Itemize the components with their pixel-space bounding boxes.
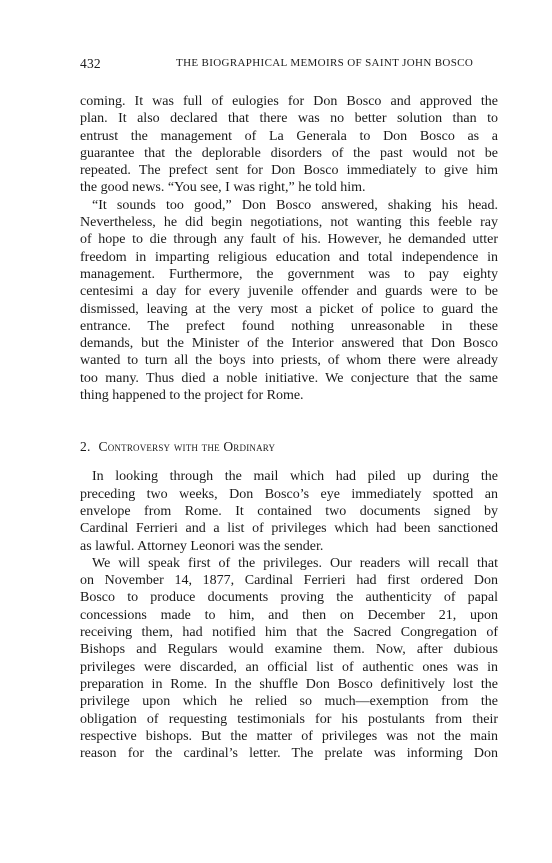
text-line: In looking through the mail which had piled up during the (92, 469, 498, 485)
paragraph-2 (80, 197, 498, 405)
text-line: privilege upon which he relied so much—exemption from the (80, 694, 498, 710)
text-line: respective bishops. But the matter of privileges was not the main (80, 728, 498, 744)
text-line: obligation of requesting testimonials for his postulants from their (80, 711, 498, 727)
section-title: Controversy with the Ordinary (98, 439, 276, 455)
text-line: wanted to turn all the boys into priests, of whom there were already (80, 353, 498, 369)
text-line: plan. It also declared that there was no better solution than to (80, 111, 498, 127)
text-line: Bishops and Regulars would examine them. Now, after dubious (80, 642, 498, 658)
text-line: reason for the cardinal’s letter. The prelate was informing Don (80, 746, 498, 762)
text-line: demands, but the Minister of the Interior answered that Don Bosco (80, 336, 498, 352)
text-line: Nevertheless, he did begin negotiations, not wanting this feeble ray (80, 215, 498, 231)
text-line: on November 14, 1877, Cardinal Ferrieri had first ordered Don (80, 573, 498, 589)
paragraph-3 (80, 468, 498, 554)
paragraph-1 (80, 93, 498, 197)
body-text (80, 93, 498, 762)
text-line: coming. It was full of eulogies for Don Bosco and approved the (80, 94, 498, 109)
text-line: guarantee that the deplorable disorders of the past would not be (80, 145, 498, 161)
section-number: 2. (80, 439, 91, 455)
text-line: the good news. “You see, I was right,” he told him. (80, 180, 366, 196)
text-line: management. Furthermore, the government was to pay eighty (80, 266, 498, 282)
text-line: Cardinal Ferrieri and a list of privileges which had been sanctioned (80, 521, 498, 537)
text-line: “It sounds too good,” Don Bosco answered, shaking his head. (92, 197, 498, 213)
paragraph-4 (80, 555, 498, 763)
text-line: dismissed, leaving at the very most a picket of police to guard the (80, 301, 498, 317)
text-line: centesimi a day for every juvenile offender and guards were to be (80, 284, 498, 300)
text-line: thing happened to the project for Rome. (80, 388, 304, 404)
text-line: entrust the management of La Generala to Don Bosco as a (80, 128, 498, 144)
page-number: 432 (80, 56, 101, 71)
text-line: entrance. The prefect found nothing unreasonable in these (80, 318, 498, 334)
text-line: preparation in Rome. In the shuffle Don Bosco definitively lost the (80, 676, 498, 692)
page-header (80, 56, 500, 74)
text-line: envelope from Rome. It contained two documents signed by (80, 503, 498, 519)
text-line: preceding two weeks, Don Bosco’s eye immediately spotted an (80, 486, 498, 502)
text-line: repeated. The prefect sent for Don Bosco immediately to give him (80, 163, 498, 179)
text-line: receiving them, had notified him that the Sacred Congregation of (80, 625, 498, 641)
text-line: of hope to die through any fault of his. However, he demanded utter (80, 232, 498, 248)
text-line: We will speak first of the privileges. Our readers will recall that (92, 555, 498, 571)
text-line: as lawful. Attorney Leonori was the sender. (80, 538, 324, 554)
text-line: too many. Thus died a noble initiative. We conjecture that the same (80, 370, 498, 386)
running-title: THE BIOGRAPHICAL MEMOIRS OF SAINT JOHN BOSCO (176, 57, 474, 69)
text-line: privileges were discarded, an official list of authentic ones was in (80, 659, 498, 675)
text-line: concessions made to him, and then on December 21, upon (80, 607, 498, 623)
section-heading (80, 438, 498, 458)
text-line: Bosco to produce documents proving the authenticity of papal (80, 590, 498, 606)
text-line: freedom in imparting religious education and total independence in (80, 249, 498, 265)
